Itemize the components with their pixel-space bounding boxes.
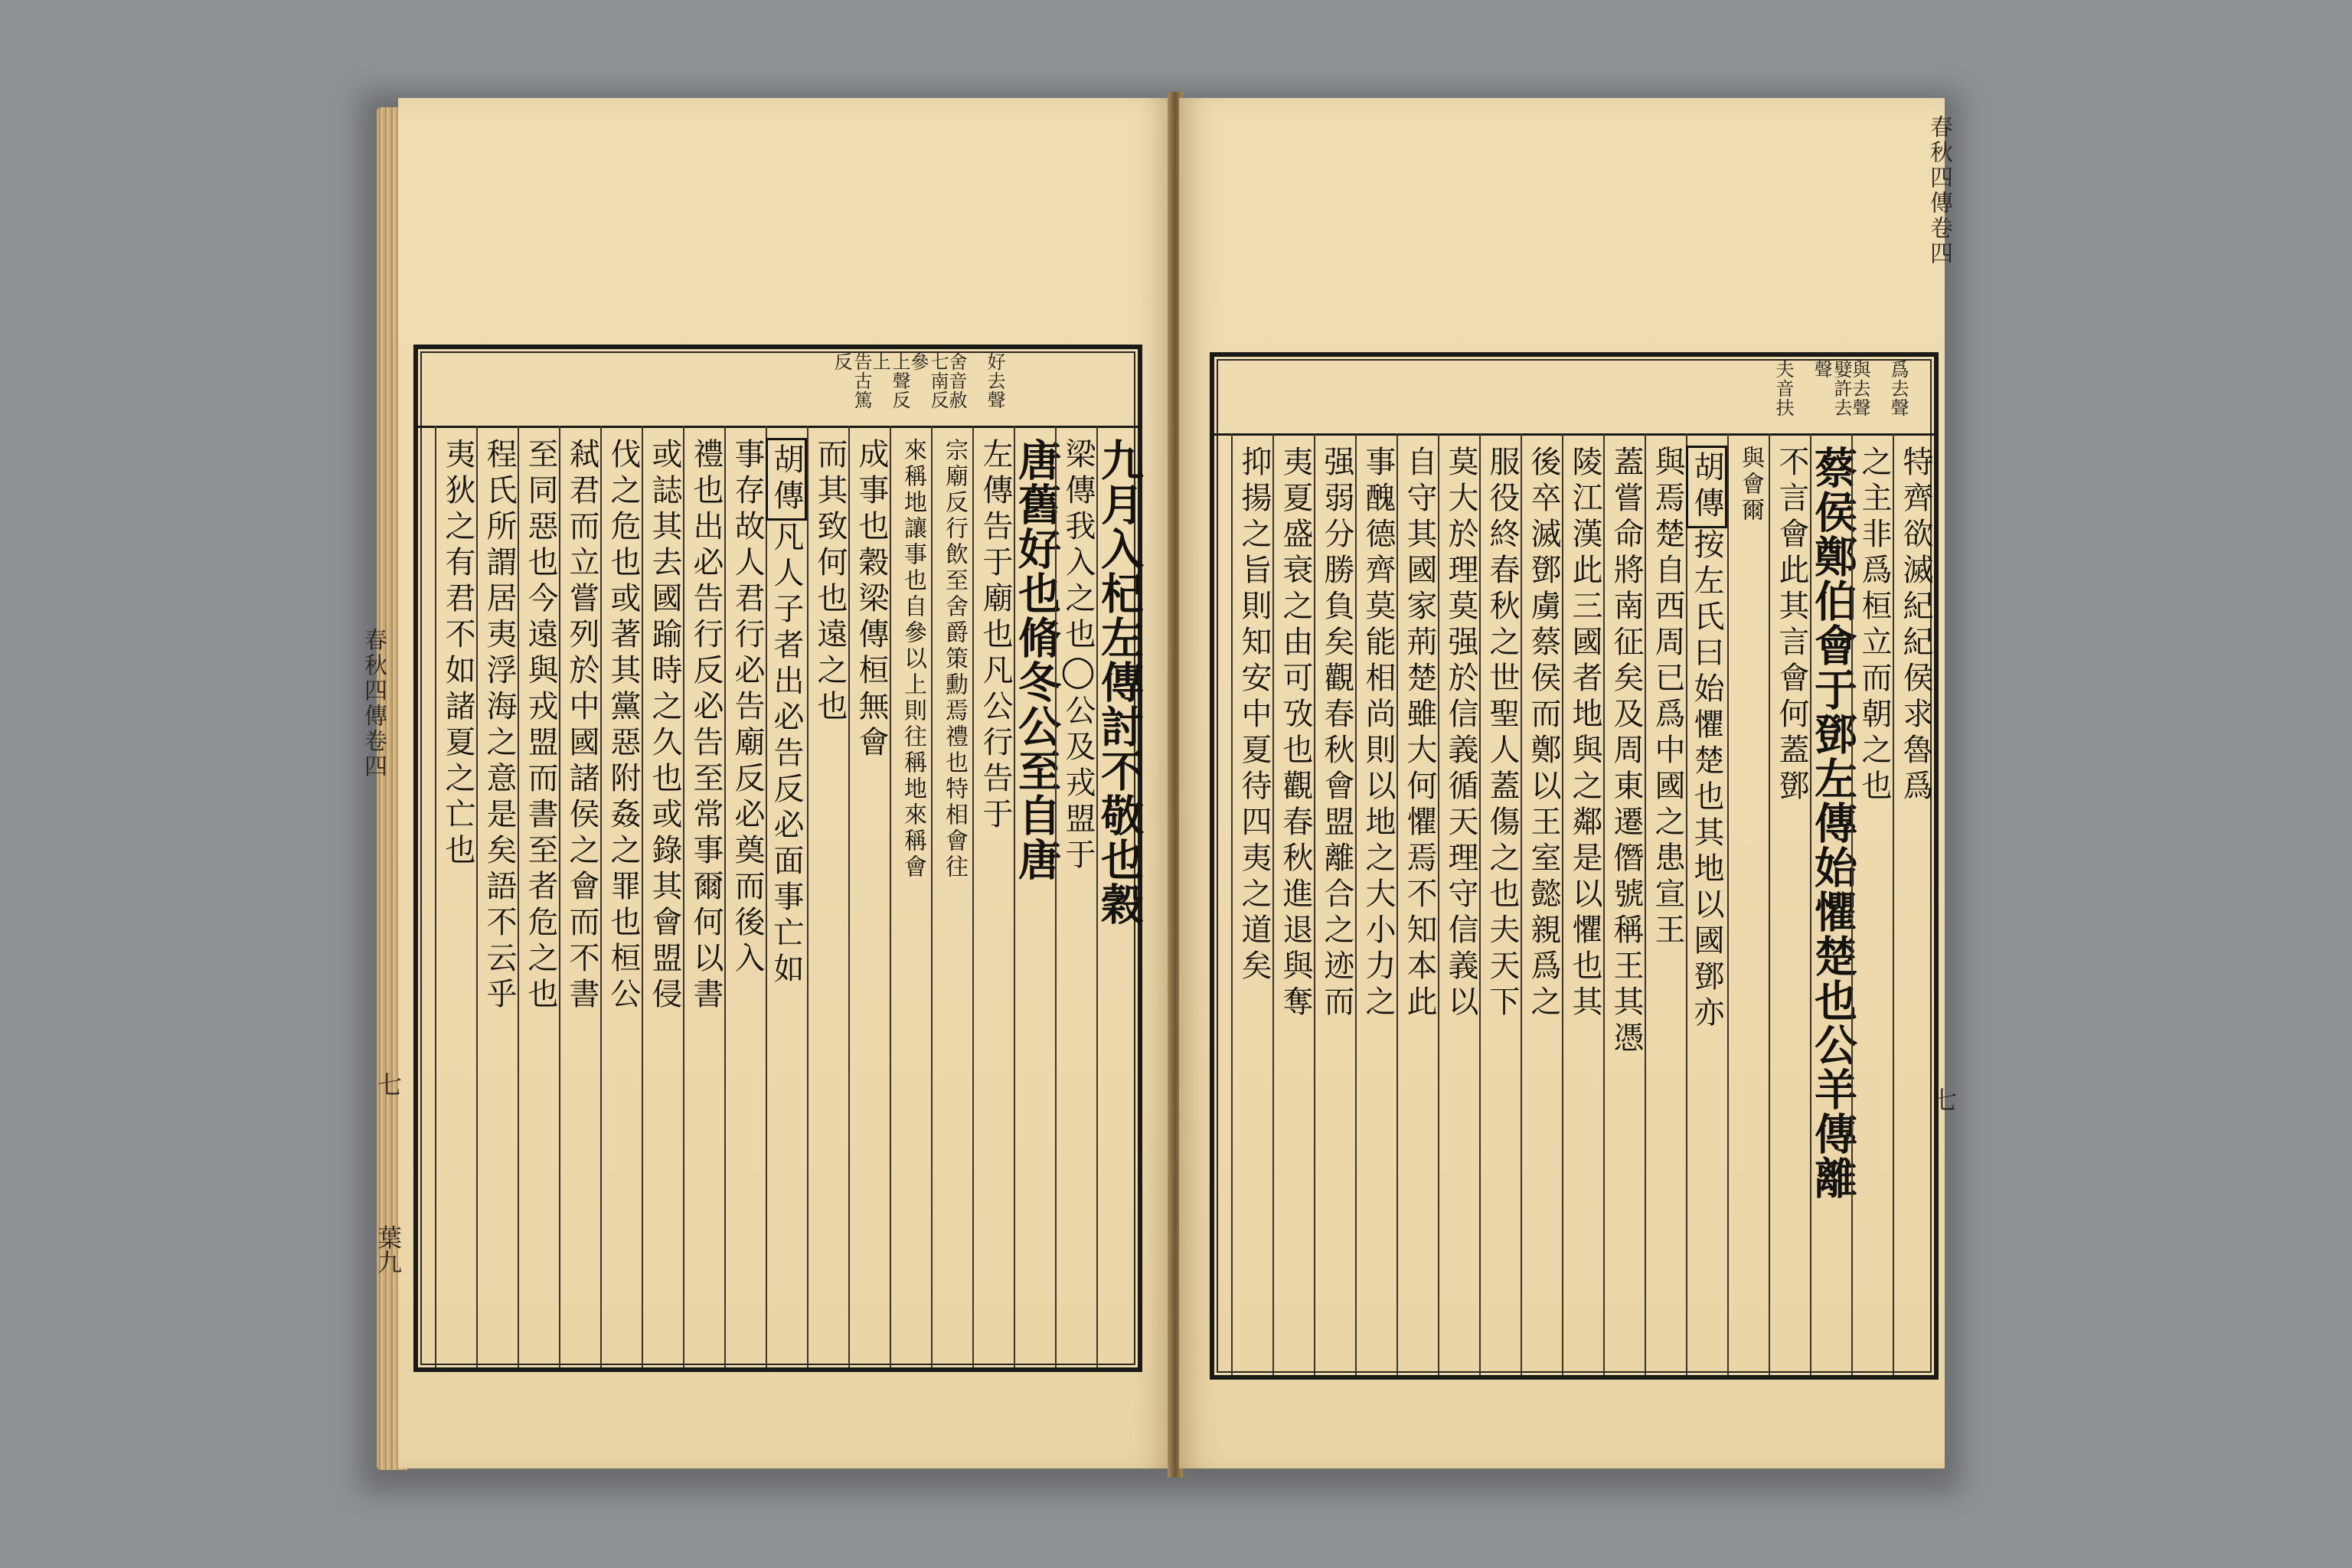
- text-column: 伐之危也或著其黨惡附姦之罪也桓公: [600, 426, 642, 1367]
- commentary-tag: 胡傳: [1686, 446, 1727, 528]
- text-column: 蔡侯鄭伯會于鄧左傳始懼楚也公羊傳離: [1810, 433, 1851, 1375]
- text-column: [766, 426, 807, 1367]
- right-header-note: 嬖許去聲: [1811, 360, 1852, 417]
- text-column: 來稱地讓事也自參以上則往稱地來稱會: [890, 426, 931, 1367]
- text-column: 而其致何也遠之也: [807, 426, 848, 1367]
- column-text: 按左氏曰始懼楚也其地以國鄧亦: [1689, 528, 1724, 1032]
- text-column: 與焉楚自西周已爲中國之患宣王: [1645, 433, 1686, 1375]
- right-header-note: 夫音扶: [1772, 360, 1794, 417]
- text-column: 事醜德齊莫能相尚則以地之大小力之: [1355, 433, 1396, 1375]
- text-column: 陵江漢此三國者地與之鄰是以懼也其: [1562, 433, 1603, 1375]
- right-text-frame: [1210, 352, 1939, 1380]
- text-column: 至同惡也今遠與戎盟而書至者危之也: [518, 426, 559, 1367]
- text-column: 蓋嘗命將南征矣及周東遷僭號稱王其憑: [1603, 433, 1645, 1375]
- right-header-note: 爲去聲: [1887, 360, 1909, 417]
- right-header-band: [1214, 357, 1934, 436]
- text-column: 後卒滅鄧虜蔡侯而鄭以王室懿親爲之: [1521, 433, 1562, 1375]
- left-text-columns: [418, 426, 1145, 1367]
- left-header-note: 舍音赦: [946, 352, 967, 410]
- left-header-note: 上聲反上: [869, 352, 910, 410]
- text-column: [1686, 433, 1727, 1375]
- text-column: 成事也穀梁傳桓無會: [848, 426, 890, 1367]
- text-column: 弒君而立嘗列於中國諸侯之會而不書: [559, 426, 600, 1367]
- text-column: 莫大於理莫强於信義循天理守信義以: [1438, 433, 1479, 1375]
- text-column: 唐舊好也脩冬公至自唐: [1014, 426, 1055, 1367]
- left-leaf-number: 七: [374, 1072, 403, 1096]
- text-column: 服役終春秋之世聖人蓋傷之也夫天下: [1479, 433, 1521, 1375]
- text-column: 與會爾: [1727, 433, 1769, 1375]
- left-header-band: [418, 349, 1138, 428]
- text-column: 梁傳我入之也◯公及戎盟于: [1055, 426, 1096, 1367]
- text-column: 抑揚之旨則知安中夏待四夷之道矣: [1231, 433, 1272, 1375]
- text-column: 宗廟反行飲至舍爵策勳焉禮也特相會往: [931, 426, 972, 1367]
- text-column: 之主非爲桓立而朝之也: [1851, 433, 1893, 1375]
- left-shop-mark: 葉九: [374, 1225, 403, 1274]
- text-column: 或誌其去國踰時之久也或錄其會盟侵: [642, 426, 683, 1367]
- text-column: 左傳告于廟也凡公行告于: [972, 426, 1014, 1367]
- text-column: 程氏所謂居夷浮海之意是矣語不云乎: [476, 426, 518, 1367]
- left-margin-title: 春秋四傳卷四: [360, 628, 387, 779]
- right-margin-title: 春秋四傳卷四: [1926, 115, 1952, 266]
- text-column: 九月入杞左傳討不敬也穀: [1096, 426, 1138, 1367]
- right-header-note: 與去聲: [1849, 360, 1870, 417]
- left-header-note: 好去聲: [984, 352, 1005, 410]
- text-column: 夷夏盛衰之由可攷也觀春秋進退與奪: [1272, 433, 1314, 1375]
- commentary-tag: 胡傳: [766, 438, 807, 521]
- left-text-frame: [413, 345, 1145, 1372]
- text-column: 强弱分勝負矣觀春秋會盟離合之迹而: [1314, 433, 1355, 1375]
- left-header-note: 七南反參: [907, 352, 949, 410]
- left-header-note: 告古篤反: [831, 352, 872, 410]
- text-column: 事存故人君行必告廟反必奠而後入: [724, 426, 766, 1367]
- right-leaf-number: 七: [1929, 1087, 1958, 1112]
- text-column: 夷狄之有君不如諸夏之亡也: [435, 426, 476, 1367]
- column-text: 凡人子者出必告反必面事亡如: [769, 521, 804, 988]
- text-column: 特齊欲滅紀紀侯求魯爲: [1893, 433, 1934, 1375]
- right-text-columns: [1214, 433, 1934, 1375]
- text-column: 禮也出必告行反必告至常事爾何以書: [683, 426, 724, 1367]
- text-column: 不言會此其言會何蓋鄧: [1769, 433, 1810, 1375]
- text-column: 自守其國家荊楚雖大何懼焉不知本此: [1396, 433, 1438, 1375]
